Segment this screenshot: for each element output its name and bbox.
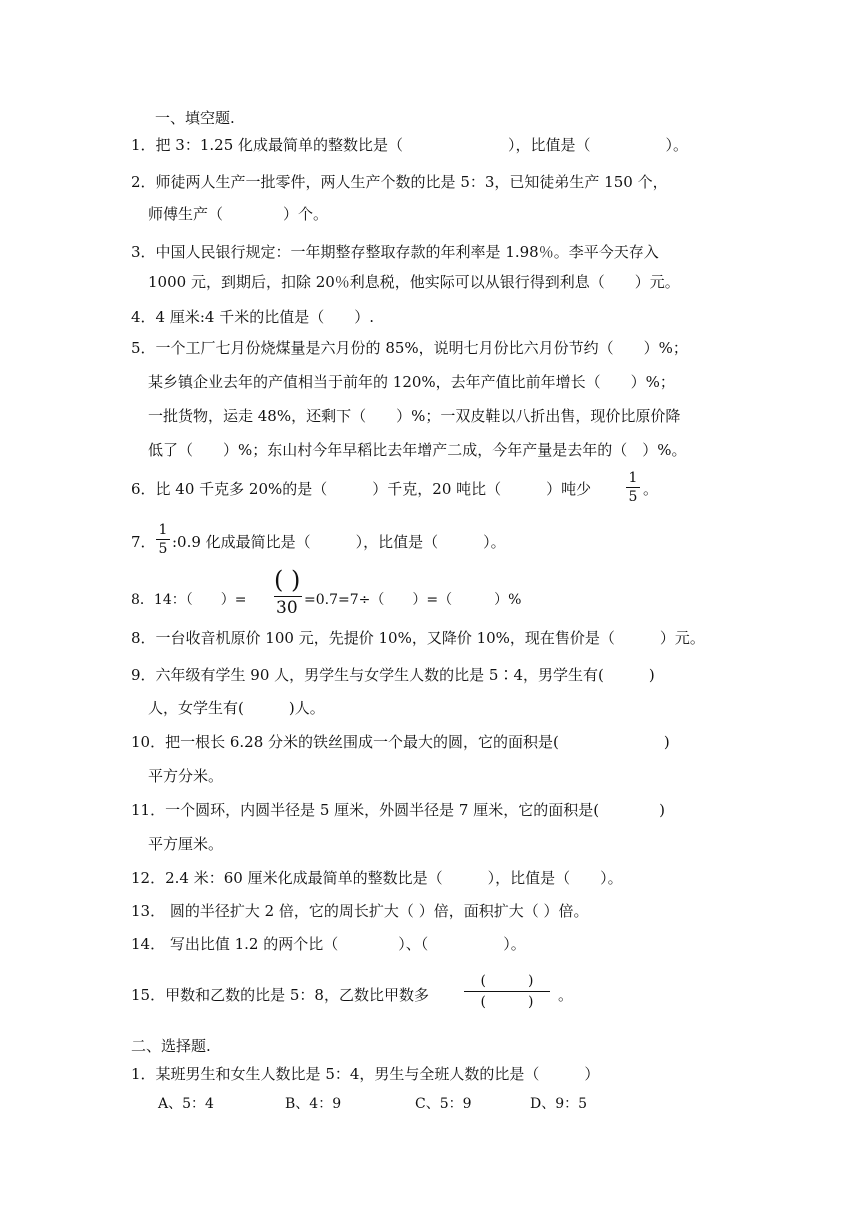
- question-13: 13． 圆的半径扩大 2 倍，它的周长扩大（ ）倍，面积扩大（ ）倍。: [131, 902, 589, 920]
- question-8-fraction-denominator: 30: [276, 598, 298, 618]
- option-a: A、5：4: [158, 1096, 214, 1112]
- section-2-heading: 二、选择题.: [131, 1037, 211, 1055]
- question-15: 15．甲数和乙数的比是 5：8，乙数比甲数多: [131, 986, 429, 1004]
- question-12: 12．2.4 米：60 厘米化成最简单的整数比是（ ），比值是（ ）。: [131, 869, 623, 887]
- section-1-heading: 一、填空题.: [155, 109, 235, 127]
- question-9-line-2: 人，女学生有( )人。: [148, 699, 325, 717]
- question-6-fraction: [626, 470, 640, 505]
- fraction-numerator: 1: [158, 522, 168, 538]
- question-15-fraction: [464, 972, 550, 1011]
- fraction-denominator: ( ): [480, 994, 534, 1010]
- question-8-fraction-bar: [274, 596, 302, 597]
- option-d: D、9：5: [530, 1096, 588, 1112]
- question-8-fraction-numerator: ( ): [274, 566, 301, 594]
- question-8-equation: =0.7=7÷（ ）=（ ）%: [304, 592, 522, 608]
- question-15-end: 。: [558, 986, 574, 1004]
- fraction-denominator: 5: [628, 489, 638, 505]
- question-2-line-1: 2．师徒两人生产一批零件，两人生产个数的比是 5：3，已知徒弟生产 150 个，: [131, 173, 668, 191]
- question-7-number: 7．: [131, 533, 156, 551]
- question-7-fraction: [156, 522, 170, 557]
- fraction-numerator: ( ): [480, 973, 534, 989]
- question-5-line-3: 一批货物，运走 48%，还剩下（ ）%；一双皮鞋以八折出售，现价比原价降: [148, 407, 681, 425]
- question-1: 1．把 3：1.25 化成最简单的整数比是（ ），比值是（ ）。: [131, 136, 689, 154]
- question-5-line-1: 5．一个工厂七月份烧煤量是六月份的 85%，说明七月份比六月份节约（ ）%；: [131, 339, 688, 357]
- question-3-line-1: 3．中国人民银行规定：一年期整存整取存款的年利率是 1.98％。李平今天存入: [131, 243, 659, 261]
- option-b: B、4：9: [285, 1096, 342, 1112]
- question-6-end: 。: [643, 480, 659, 498]
- question-9-line-1: 9．六年级有学生 90 人，男学生与女学生人数的比是 5∶4，男学生有( ): [131, 666, 655, 684]
- question-7: :0.9 化成最简比是（ ），比值是（ ）。: [172, 533, 506, 551]
- question-6: 6．比 40 千克多 20%的是（ ）千克，20 吨比（ ）吨少: [131, 480, 592, 498]
- fraction-denominator: 5: [158, 541, 168, 557]
- question-3-line-2: 1000 元，到期后，扣除 20％利息税，他实际可以从银行得到利息（ ）元。: [148, 273, 680, 291]
- question-10-line-1: 10．把一根长 6.28 分米的铁丝围成一个最大的圆，它的面积是( ): [131, 733, 670, 751]
- option-c: C、5：9: [415, 1096, 472, 1112]
- question-4: 4．4 厘米:4 千米的比值是（ ）.: [131, 308, 374, 326]
- question-5-line-4: 低了（ ）%；东山村今年早稻比去年增产二成，今年产量是去年的（ ）%。: [148, 441, 687, 459]
- question-11-line-2: 平方厘米。: [148, 835, 224, 853]
- fraction-numerator: 1: [628, 470, 638, 486]
- choice-question-1: 1．某班男生和女生人数比是 5：4，男生与全班人数的比是（ ）: [131, 1065, 600, 1083]
- question-10-line-2: 平方分米。: [148, 767, 224, 785]
- question-2-line-2: 师傅生产（ ）个。: [148, 205, 329, 223]
- question-11-line-1: 11．一个圆环，内圆半径是 5 厘米，外圆半径是 7 厘米，它的面积是( ): [131, 801, 665, 819]
- question-8b: 8．一台收音机原价 100 元，先提价 10%，又降价 10%，现在售价是（ ）元。: [131, 629, 705, 647]
- question-14: 14． 写出比值 1.2 的两个比（ ）、（ ）。: [131, 935, 526, 953]
- question-5-line-2: 某乡镇企业去年的产值相当于前年的 120%，去年产值比前年增长（ ）%；: [148, 373, 675, 391]
- question-8-line: 8．14：（ ）=: [131, 592, 247, 608]
